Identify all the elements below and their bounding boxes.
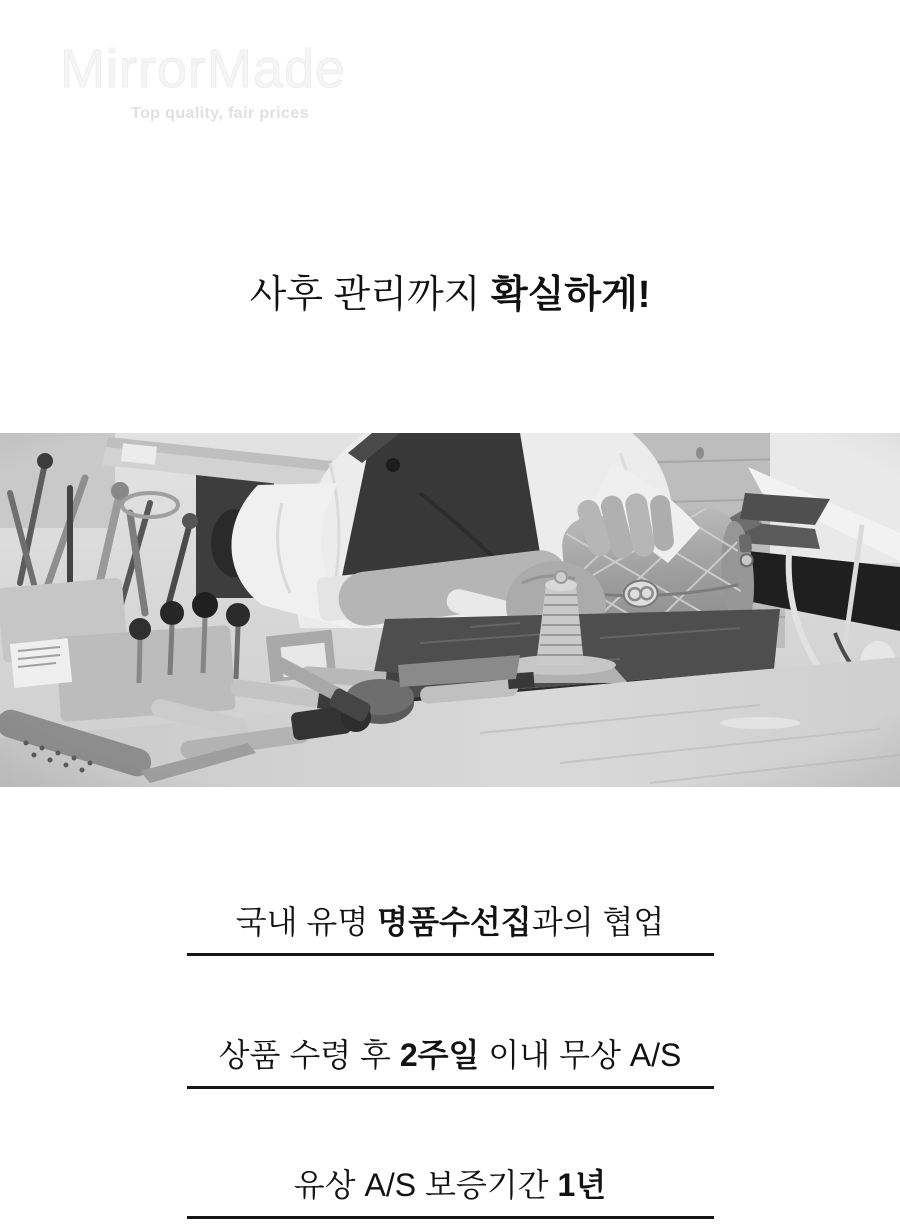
brand-watermark: MirrorMade	[60, 39, 347, 99]
feature-collaboration	[0, 897, 900, 956]
heading-regular-text: 사후 관리까지	[249, 274, 491, 316]
feature-text: 이내 무상 A/S	[479, 1037, 682, 1073]
workshop-photo	[0, 433, 900, 787]
feature-underline	[187, 1086, 714, 1089]
feature-paid-as	[0, 1160, 900, 1219]
feature-text: 국내 유명	[235, 904, 378, 940]
feature-text: 과의 협업	[531, 904, 665, 940]
heading-bold-text: 확실하게!	[490, 274, 651, 316]
feature-text-bold: 명품수선집	[377, 904, 532, 940]
feature-text-bold: 1년	[557, 1167, 607, 1203]
feature-text-bold: 2주일	[399, 1037, 480, 1073]
feature-underline	[187, 953, 714, 956]
feature-paid-as-text	[0, 1160, 900, 1210]
feature-underline	[187, 1216, 714, 1219]
feature-text: 상품 수령 후	[218, 1037, 400, 1073]
feature-text: 유상 A/S 보증기간	[293, 1167, 558, 1203]
brand-tagline-watermark: Top quality, fair prices	[131, 105, 309, 122]
feature-free-as	[0, 1030, 900, 1089]
feature-collaboration-text	[0, 897, 900, 947]
section-heading	[0, 272, 900, 318]
workshop-photo-illustration	[0, 433, 900, 787]
feature-free-as-text	[0, 1030, 900, 1080]
photo-vignette	[0, 433, 900, 787]
